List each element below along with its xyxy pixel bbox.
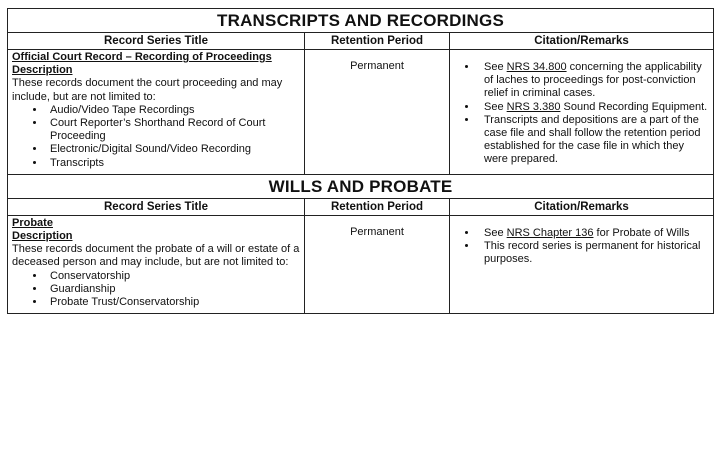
description-label: Description: [12, 230, 73, 243]
list-item: • Transcripts: [46, 157, 300, 170]
column-header-row: [8, 33, 714, 50]
record-row: [8, 215, 714, 313]
section-banner-row: [8, 174, 714, 198]
col-header-retention: Retention Period: [305, 198, 450, 215]
section-banner-row: [8, 9, 714, 33]
list-item: • Probate Trust/Conservatorship: [46, 296, 300, 309]
remark-item: • See NRS 34.800 concerning the applicability of laches to proceedings for post-conviction relief in criminal cases.: [478, 61, 709, 101]
record-items-list: [12, 104, 300, 170]
list-item: • Audio/Video Tape Recordings: [46, 104, 300, 117]
record-series-title: Official Court Record – Recording of Proceedings: [12, 51, 272, 63]
remark-item: • See NRS 3.380 Sound Recording Equipment.: [478, 101, 709, 114]
section-banner-transcripts: TRANSCRIPTS AND RECORDINGS: [8, 9, 714, 33]
description-label: Description: [12, 64, 73, 77]
retention-period: Permanent: [305, 215, 450, 313]
description-text: These records document the court proceeding and may include, but are not limited to:: [12, 77, 283, 103]
statute-link[interactable]: NRS 34.800: [506, 61, 567, 73]
remark-item: • Transcripts and depositions are a part of the case file and shall follow the retention period established for the case file in which they were prepared.: [478, 114, 709, 167]
remarks-cell: [450, 50, 714, 175]
retention-table: [7, 8, 714, 314]
remarks-list: [454, 227, 709, 267]
col-header-remarks: Citation/Remarks: [450, 198, 714, 215]
record-row: [8, 50, 714, 175]
section-banner-wills: WILLS AND PROBATE: [8, 174, 714, 198]
retention-period: Permanent: [305, 50, 450, 175]
description-text: These records document the probate of a will or estate of a deceased person and may include, but are not limited to:: [12, 243, 300, 269]
col-header-retention: Retention Period: [305, 33, 450, 50]
statute-link[interactable]: NRS Chapter 136: [506, 226, 594, 239]
remarks-cell: [450, 215, 714, 313]
list-item: • Court Reporter’s Shorthand Record of Court Proceeding: [46, 117, 300, 143]
list-item: • Conservatorship: [46, 270, 300, 283]
remark-item: • See NRS Chapter 136 for Probate of Wills: [478, 227, 709, 240]
record-series-title: Probate: [12, 216, 53, 229]
remarks-list: [454, 61, 709, 167]
remark-item: • This record series is permanent for historical purposes.: [478, 240, 709, 266]
retention-schedule: [7, 8, 713, 314]
record-items-list: [12, 270, 300, 310]
list-item: • Electronic/Digital Sound/Video Recording: [46, 143, 300, 156]
col-header-title: Record Series Title: [8, 198, 305, 215]
statute-link[interactable]: NRS 3.380: [506, 100, 561, 113]
column-header-row: [8, 198, 714, 215]
record-title-cell: [8, 50, 305, 175]
list-item: • Guardianship: [46, 283, 300, 296]
record-title-cell: [8, 215, 305, 313]
col-header-remarks: Citation/Remarks: [450, 33, 714, 50]
col-header-title: Record Series Title: [8, 33, 305, 50]
